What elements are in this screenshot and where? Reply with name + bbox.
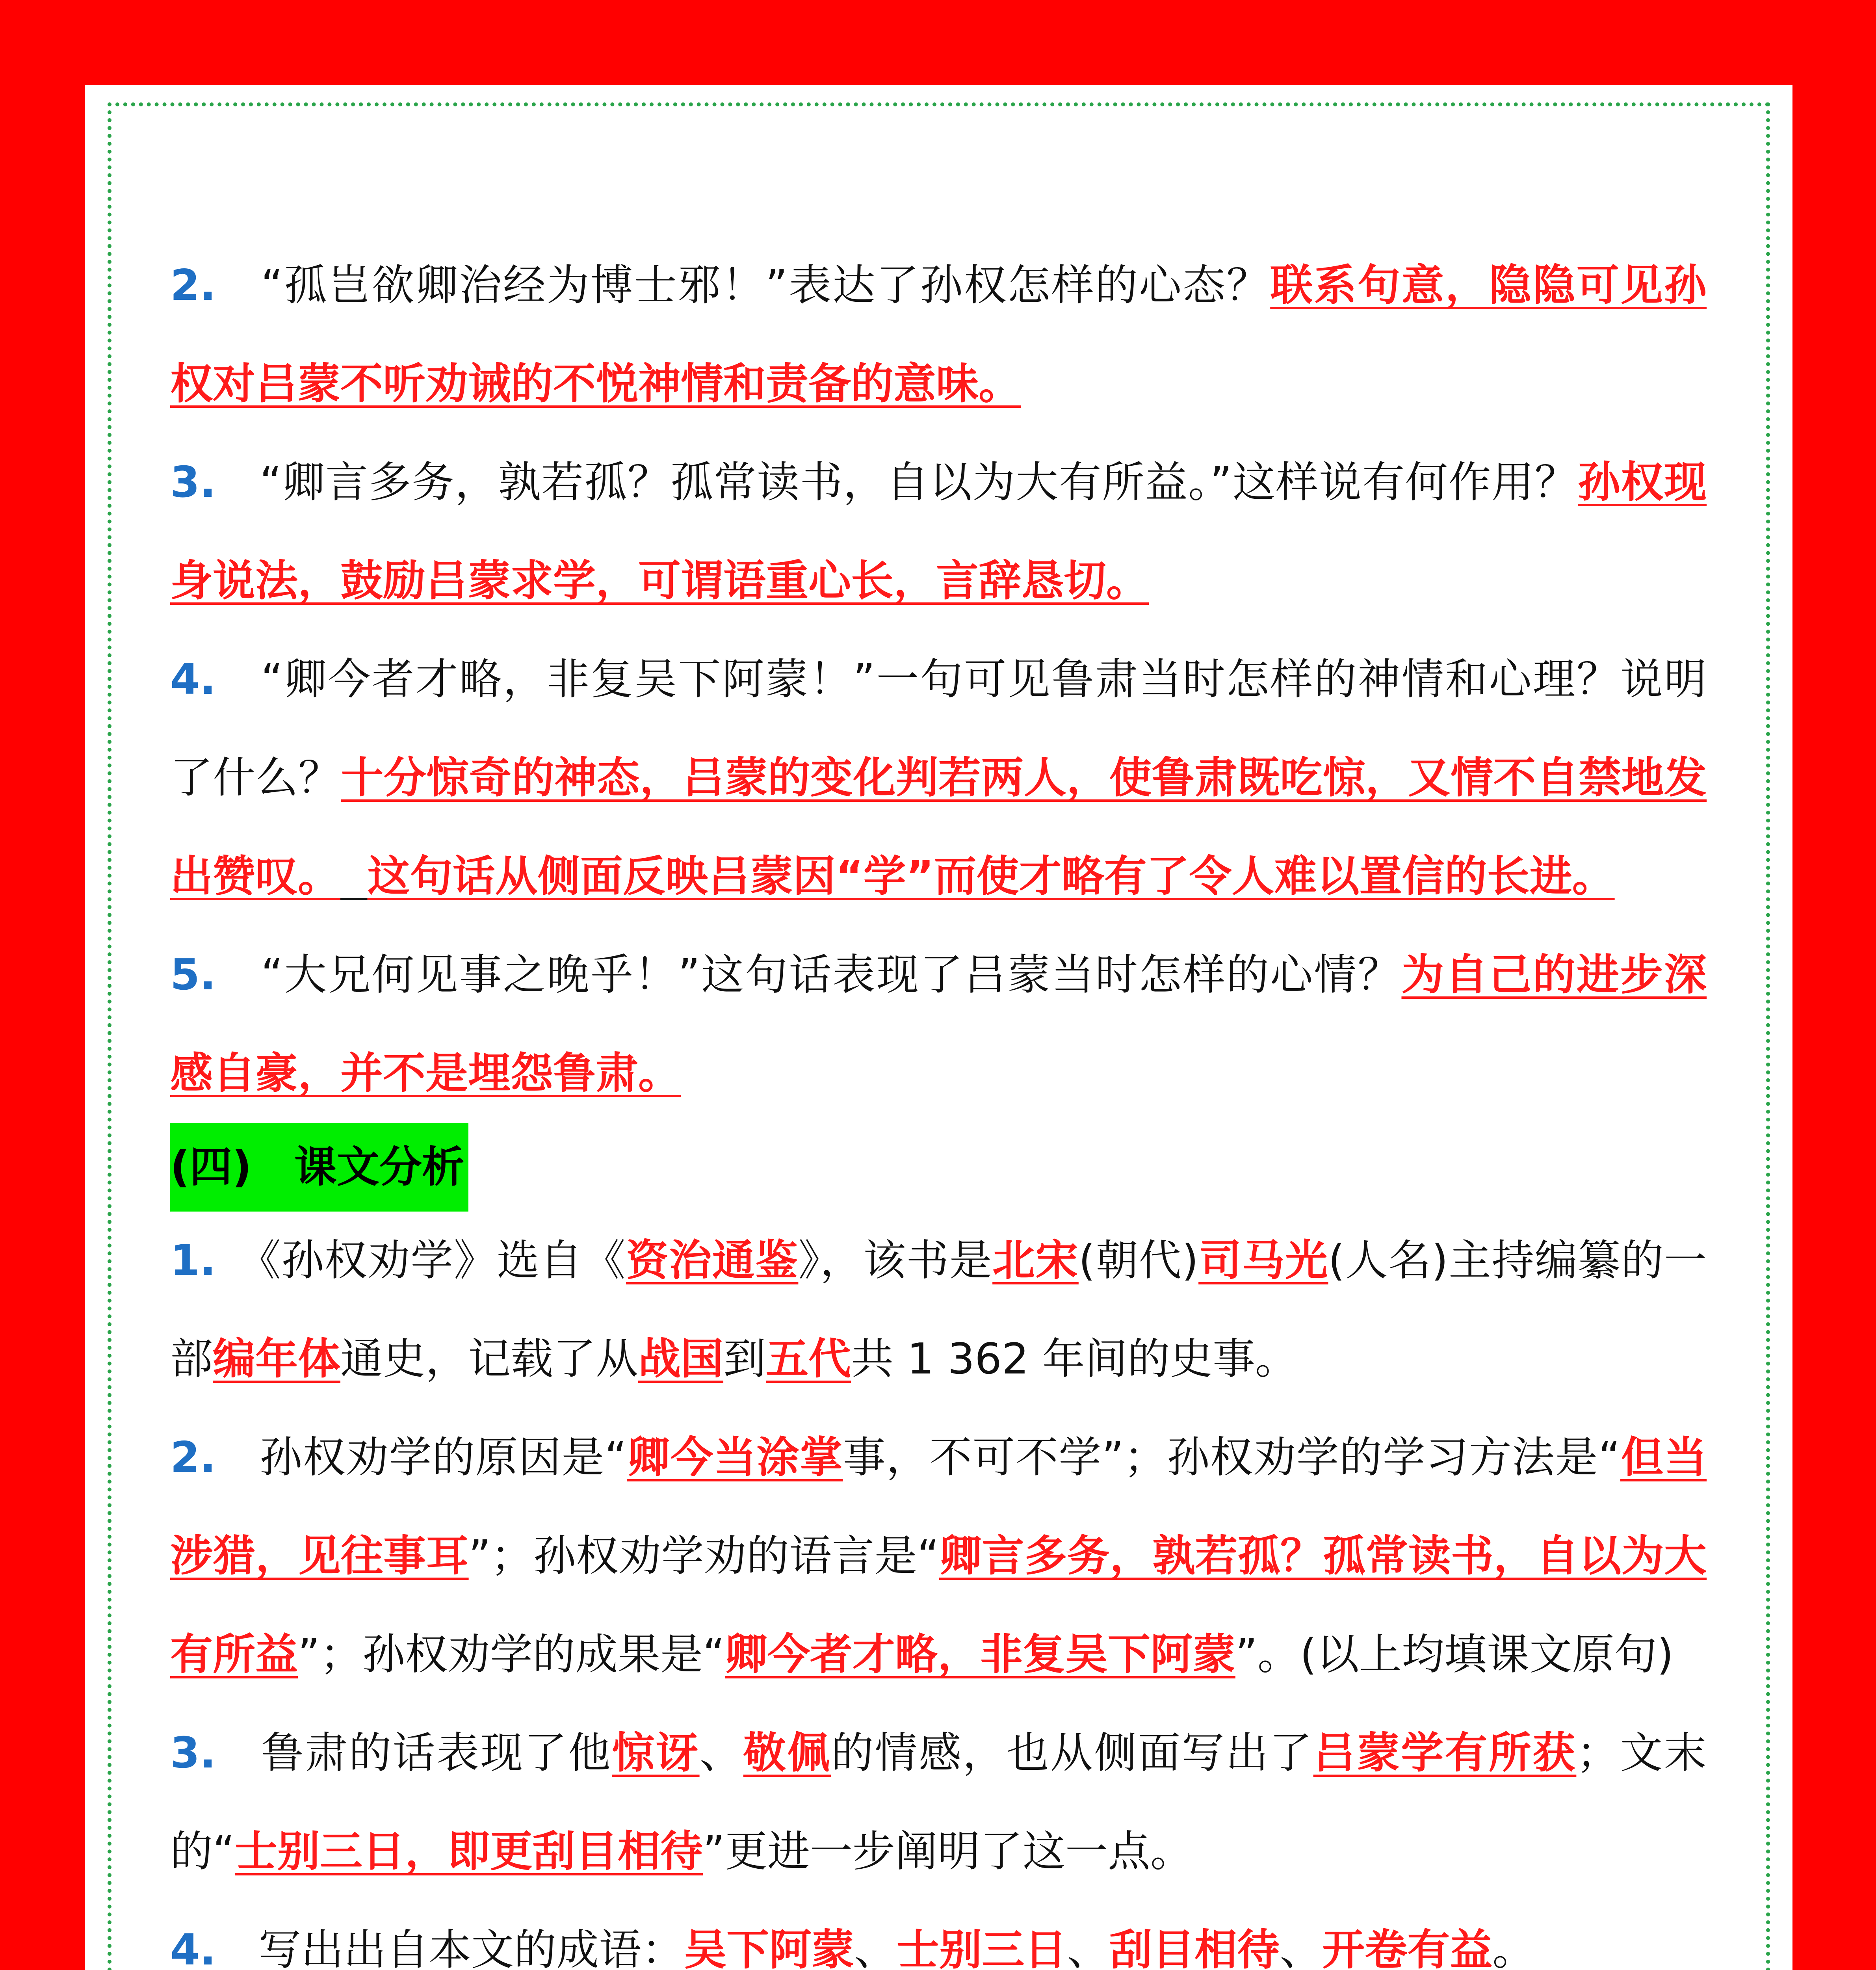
answer-text: 十分惊奇的神态，吕蒙的变化判若两人，使鲁肃既吃惊，又情不自禁地发出赞叹。 [170, 753, 1707, 901]
text-segment: 孙权劝学的原因是“ [260, 1433, 627, 1482]
answer-text-2: 这句话从侧面反映吕蒙因“学”而使才略有了令人难以置信的长进。 [367, 852, 1615, 901]
text-segment: (朝代) [1078, 1236, 1199, 1285]
document-content [170, 236, 1707, 1970]
answer-blank: 士别三日 [897, 1925, 1067, 1970]
text-segment: 、 [1280, 1925, 1322, 1970]
item-number: 3. [170, 1728, 216, 1778]
item-number: 5. [170, 950, 216, 1000]
answer-blank: 司马光 [1198, 1236, 1328, 1285]
page-sheet [85, 85, 1792, 1970]
text-segment: ”更进一步阐明了这一点。 [702, 1827, 1193, 1876]
text-segment: 事，不可不学”；孙权劝学的学习方法是“ [843, 1433, 1621, 1482]
blank-gap [340, 852, 368, 901]
text-segment: 、 [854, 1925, 897, 1970]
qa-item-2 [170, 236, 1707, 433]
answer-blank: 开卷有益 [1322, 1925, 1493, 1970]
item-number: 4. [170, 655, 216, 704]
qa-item-3 [170, 433, 1707, 630]
text-segment: 的情感，也从侧面写出了 [831, 1728, 1313, 1778]
answer-blank: 刮目相待 [1109, 1925, 1280, 1970]
qa-item-5 [170, 926, 1707, 1123]
analysis-item-3 [170, 1704, 1707, 1901]
analysis-item-1 [170, 1212, 1707, 1409]
text-segment: 共 1 362 年间的史事。 [851, 1334, 1298, 1384]
question-text: “卿言多务，孰若孤？孤常读书，自以为大有所益。”这样说有何作用？ [260, 458, 1578, 507]
text-segment: ；文末的“ [170, 1728, 1707, 1876]
question-text: “大兄何见事之晚乎！”这句话表现了吕蒙当时怎样的心情？ [261, 950, 1402, 1000]
text-segment: (人名)主持编纂的一部 [170, 1236, 1707, 1384]
answer-blank: 战国 [638, 1334, 724, 1384]
text-segment: ”；孙权劝学劝的语言是“ [468, 1531, 939, 1581]
answer-blank: 编年体 [213, 1334, 341, 1384]
answer-blank: 五代 [766, 1334, 851, 1384]
answer-text: 联系句意，隐隐可见孙权对吕蒙不听劝诫的不悦神情和责备的意味。 [170, 261, 1707, 409]
text-segment: 写出出自本文的成语： [258, 1925, 684, 1970]
question-text: “孤岂欲卿治经为博士邪！”表达了孙权怎样的心态？ [261, 261, 1270, 310]
section-heading-row [170, 1123, 1707, 1212]
text-segment: 》，该书是 [798, 1236, 993, 1285]
answer-blank: 卿今当涂掌 [626, 1433, 843, 1482]
answer-text: 为自己的进步深感自豪，并不是埋怨鲁肃。 [170, 950, 1707, 1098]
item-number: 3. [170, 458, 216, 507]
item-number: 1. [170, 1236, 216, 1285]
answer-blank: 吴下阿蒙 [684, 1925, 854, 1970]
answer-blank: 资治通鉴 [626, 1236, 799, 1285]
question-text: “卿今者才略，非复吴下阿蒙！”一句可见鲁肃当时怎样的神情和心理？说明了什么？ [170, 655, 1707, 803]
text-segment: 、 [1067, 1925, 1110, 1970]
text-segment: 、 [699, 1728, 743, 1778]
analysis-item-2 [170, 1409, 1707, 1704]
text-segment: 。 [1492, 1925, 1535, 1970]
answer-blank: 士别三日，即更刮目相待 [234, 1827, 703, 1876]
text-segment: 鲁肃的话表现了他 [261, 1728, 612, 1778]
text-segment: ”。(以上均填课文原句) [1235, 1630, 1674, 1679]
answer-blank: 北宋 [992, 1236, 1079, 1285]
answer-blank: 但当涉猎，见往事耳 [170, 1433, 1707, 1581]
item-number: 2. [170, 261, 216, 310]
analysis-item-4 [170, 1901, 1707, 1970]
answer-blank: 惊讶 [612, 1728, 700, 1778]
answer-blank: 敬佩 [743, 1728, 831, 1778]
text-segment: ”；孙权劝学的成果是“ [298, 1630, 725, 1679]
answer-text: 孙权现身说法，鼓励吕蒙求学，可谓语重心长，言辞恳切。 [170, 458, 1707, 606]
text-segment: 《孙权劝学》选自《 [259, 1236, 626, 1285]
text-segment: 到 [723, 1334, 766, 1384]
answer-blank: 卿今者才略，非复吴下阿蒙 [724, 1630, 1235, 1679]
section-heading: (四) 课文分析 [170, 1123, 468, 1212]
answer-blank: 卿言多务，孰若孤？孤常读书，自以为大有所益 [170, 1531, 1707, 1679]
qa-item-4 [170, 630, 1707, 926]
item-number: 4. [170, 1925, 216, 1970]
item-number: 2. [170, 1433, 216, 1482]
text-segment: 通史，记载了从 [340, 1334, 639, 1384]
answer-blank: 吕蒙学有所获 [1313, 1728, 1577, 1778]
